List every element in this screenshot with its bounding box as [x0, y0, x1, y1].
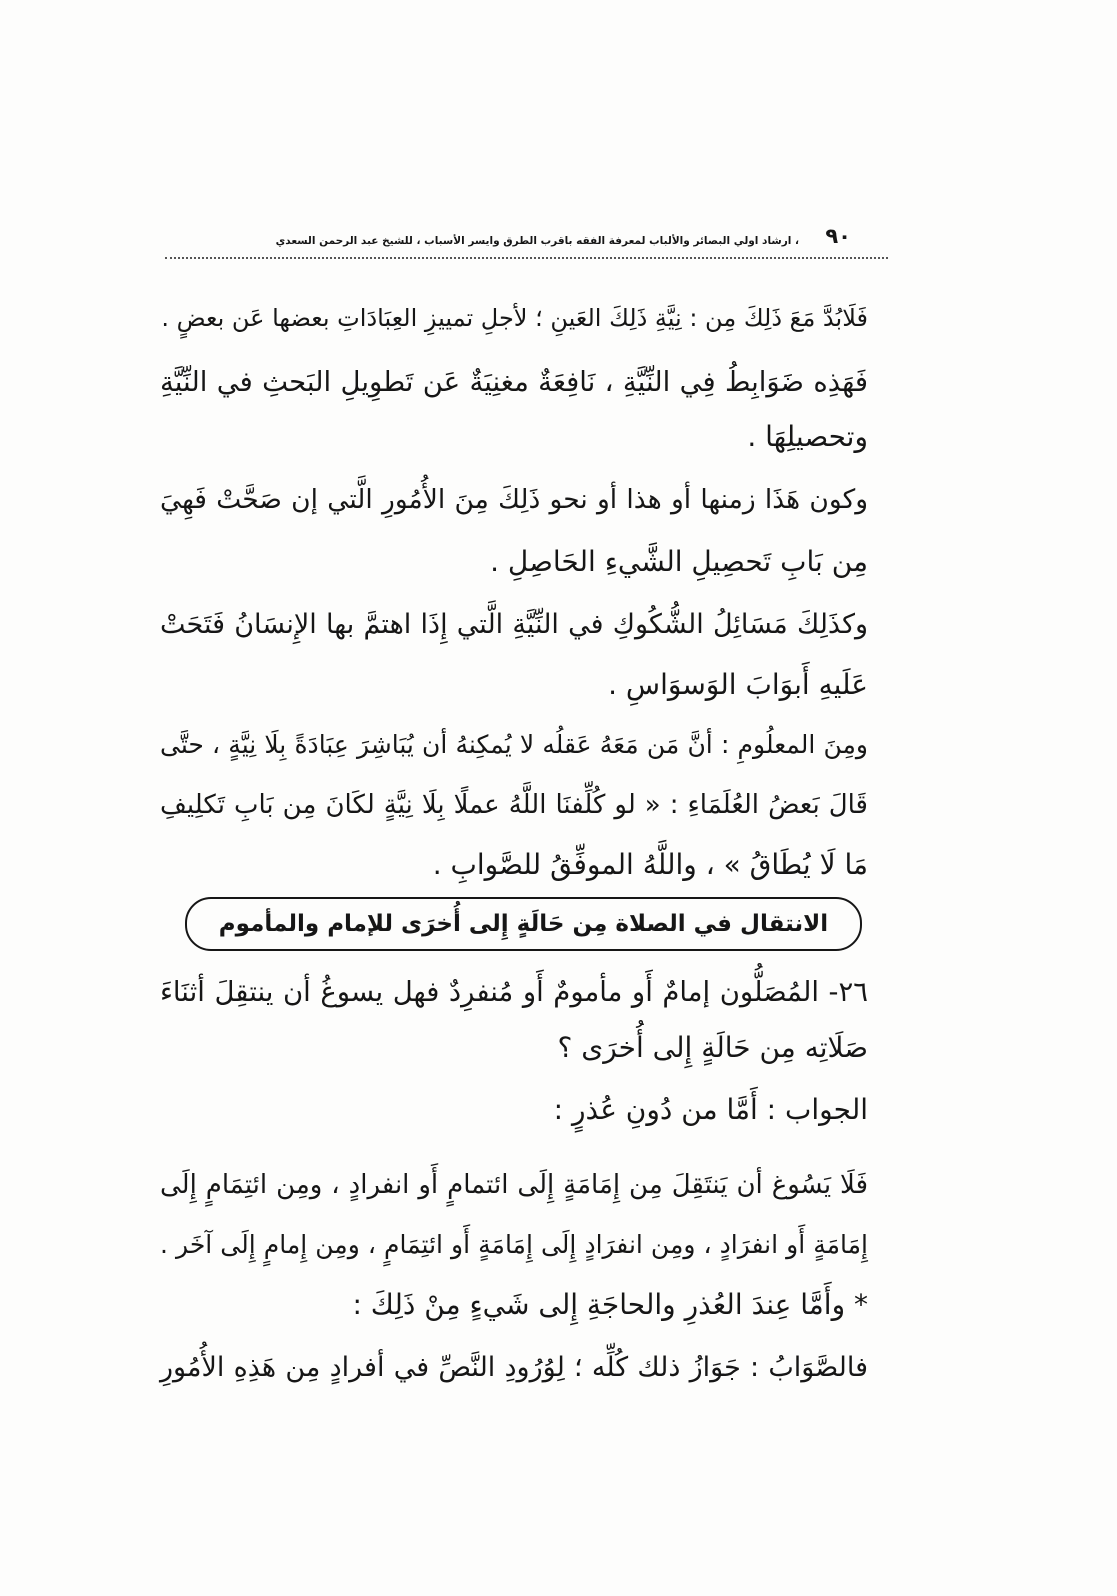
header-divider — [165, 257, 888, 259]
running-title: ، ارشاد اولي البصائر والألباب لمعرفة الفقه باقرب الطرق وايسر الأسباب ، للشيخ عبد الرحمن السعدي — [275, 235, 799, 247]
text-line: مِن بَابِ تَحصِيلِ الشَّيءِ الحَاصِلِ . — [490, 545, 868, 578]
text-line: * وأَمَّا عِندَ العُذرِ والحاجَةِ إِلى شَيءٍ مِنْ ذَلِكَ : — [352, 1288, 868, 1321]
text-line: الجواب : أَمَّا من دُونِ عُذرٍ : — [553, 1093, 868, 1126]
section-heading: الانتقال في الصلاة مِن حَالَةٍ إِلى أُخرَى للإمام والمأموم — [218, 911, 829, 937]
text-line: قَالَ بَعضُ العُلَمَاءِ : « لو كُلِّفنَا اللَّهُ عملًا بِلَا نِيَّةٍ لكَانَ مِن بَابِ تَكلِيفِ — [160, 790, 868, 820]
text-line: فَهَذِه ضَوَابِطُ فِي النِّيَّةِ ، نَافِعَةٌ مغنِيَةٌ عَن تَطوِيلِ البَحثِ في النِّيَّةِ — [160, 366, 868, 398]
section-heading-box — [185, 897, 862, 951]
text-line: وكون هَذَا زمنها أو هذا أو نحو ذَلِكَ مِنَ الأُمُورِ الَّتي إن صَحَّتْ فَهِيَ — [160, 484, 868, 515]
text-line: فَلَابُدَّ مَعَ ذَلِكَ مِن : نِيَّةِ ذَلِكَ العَينِ ؛ لأجلِ تمييزِ العِبَادَاتِ بعضها عَن بعضٍ . — [161, 304, 868, 332]
text-line: صَلَاتِه مِن حَالَةٍ إِلى أُخرَى ؟ — [557, 1031, 868, 1064]
text-line: فَلَا يَسُوغ أن يَنتَقِلَ مِن إِمَامَةٍ إِلَى ائتمامٍ أَو انفرادٍ ، ومِن ائتِمَامٍ إِلَى — [160, 1170, 868, 1200]
text-line: ومِنَ المعلُومِ : أنَّ مَن مَعَهُ عَقلُه لا يُمكِنهُ أن يُبَاشِرَ عِبَادَةً بِلَا نِيَّةٍ ، حتَّى — [160, 730, 868, 759]
text-line: ٢٦- المُصَلُّون إمامٌ أَو مأمومٌ أَو مُنفرِدٌ فهل يسوغُ أن ينتقِلَ أثنَاءَ — [160, 976, 868, 1008]
text-line: فالصَّوَابُ : جَوَازُ ذلك كُلِّه ؛ لِوُرُودِ النَّصِّ في أفرادٍ مِن هَذِهِ الأُمُورِ — [160, 1352, 868, 1383]
text-line: وكذَلِكَ مَسَائِلُ الشُّكُوكِ في النِّيَّةِ الَّتي إِذَا اهتمَّ بها الإِنسَانُ فَتَحَتْ — [160, 609, 868, 640]
text-line: مَا لَا يُطَاقُ » ، واللَّهُ الموفِّقُ للصَّوابِ . — [432, 848, 868, 881]
text-line: وتحصيلِهَا . — [747, 420, 868, 453]
text-line: إِمَامَةٍ أَو انفرَادٍ ، ومِن انفرَادٍ إِلَى إِمَامَةٍ أَو ائتِمَامٍ ، ومِن إِمامٍ إِلَى آخَر . — [160, 1230, 868, 1259]
text-line: عَلَيهِ أَبوَابَ الوَسوَاسِ . — [608, 668, 868, 701]
page-number: ٩٠ — [825, 224, 851, 248]
